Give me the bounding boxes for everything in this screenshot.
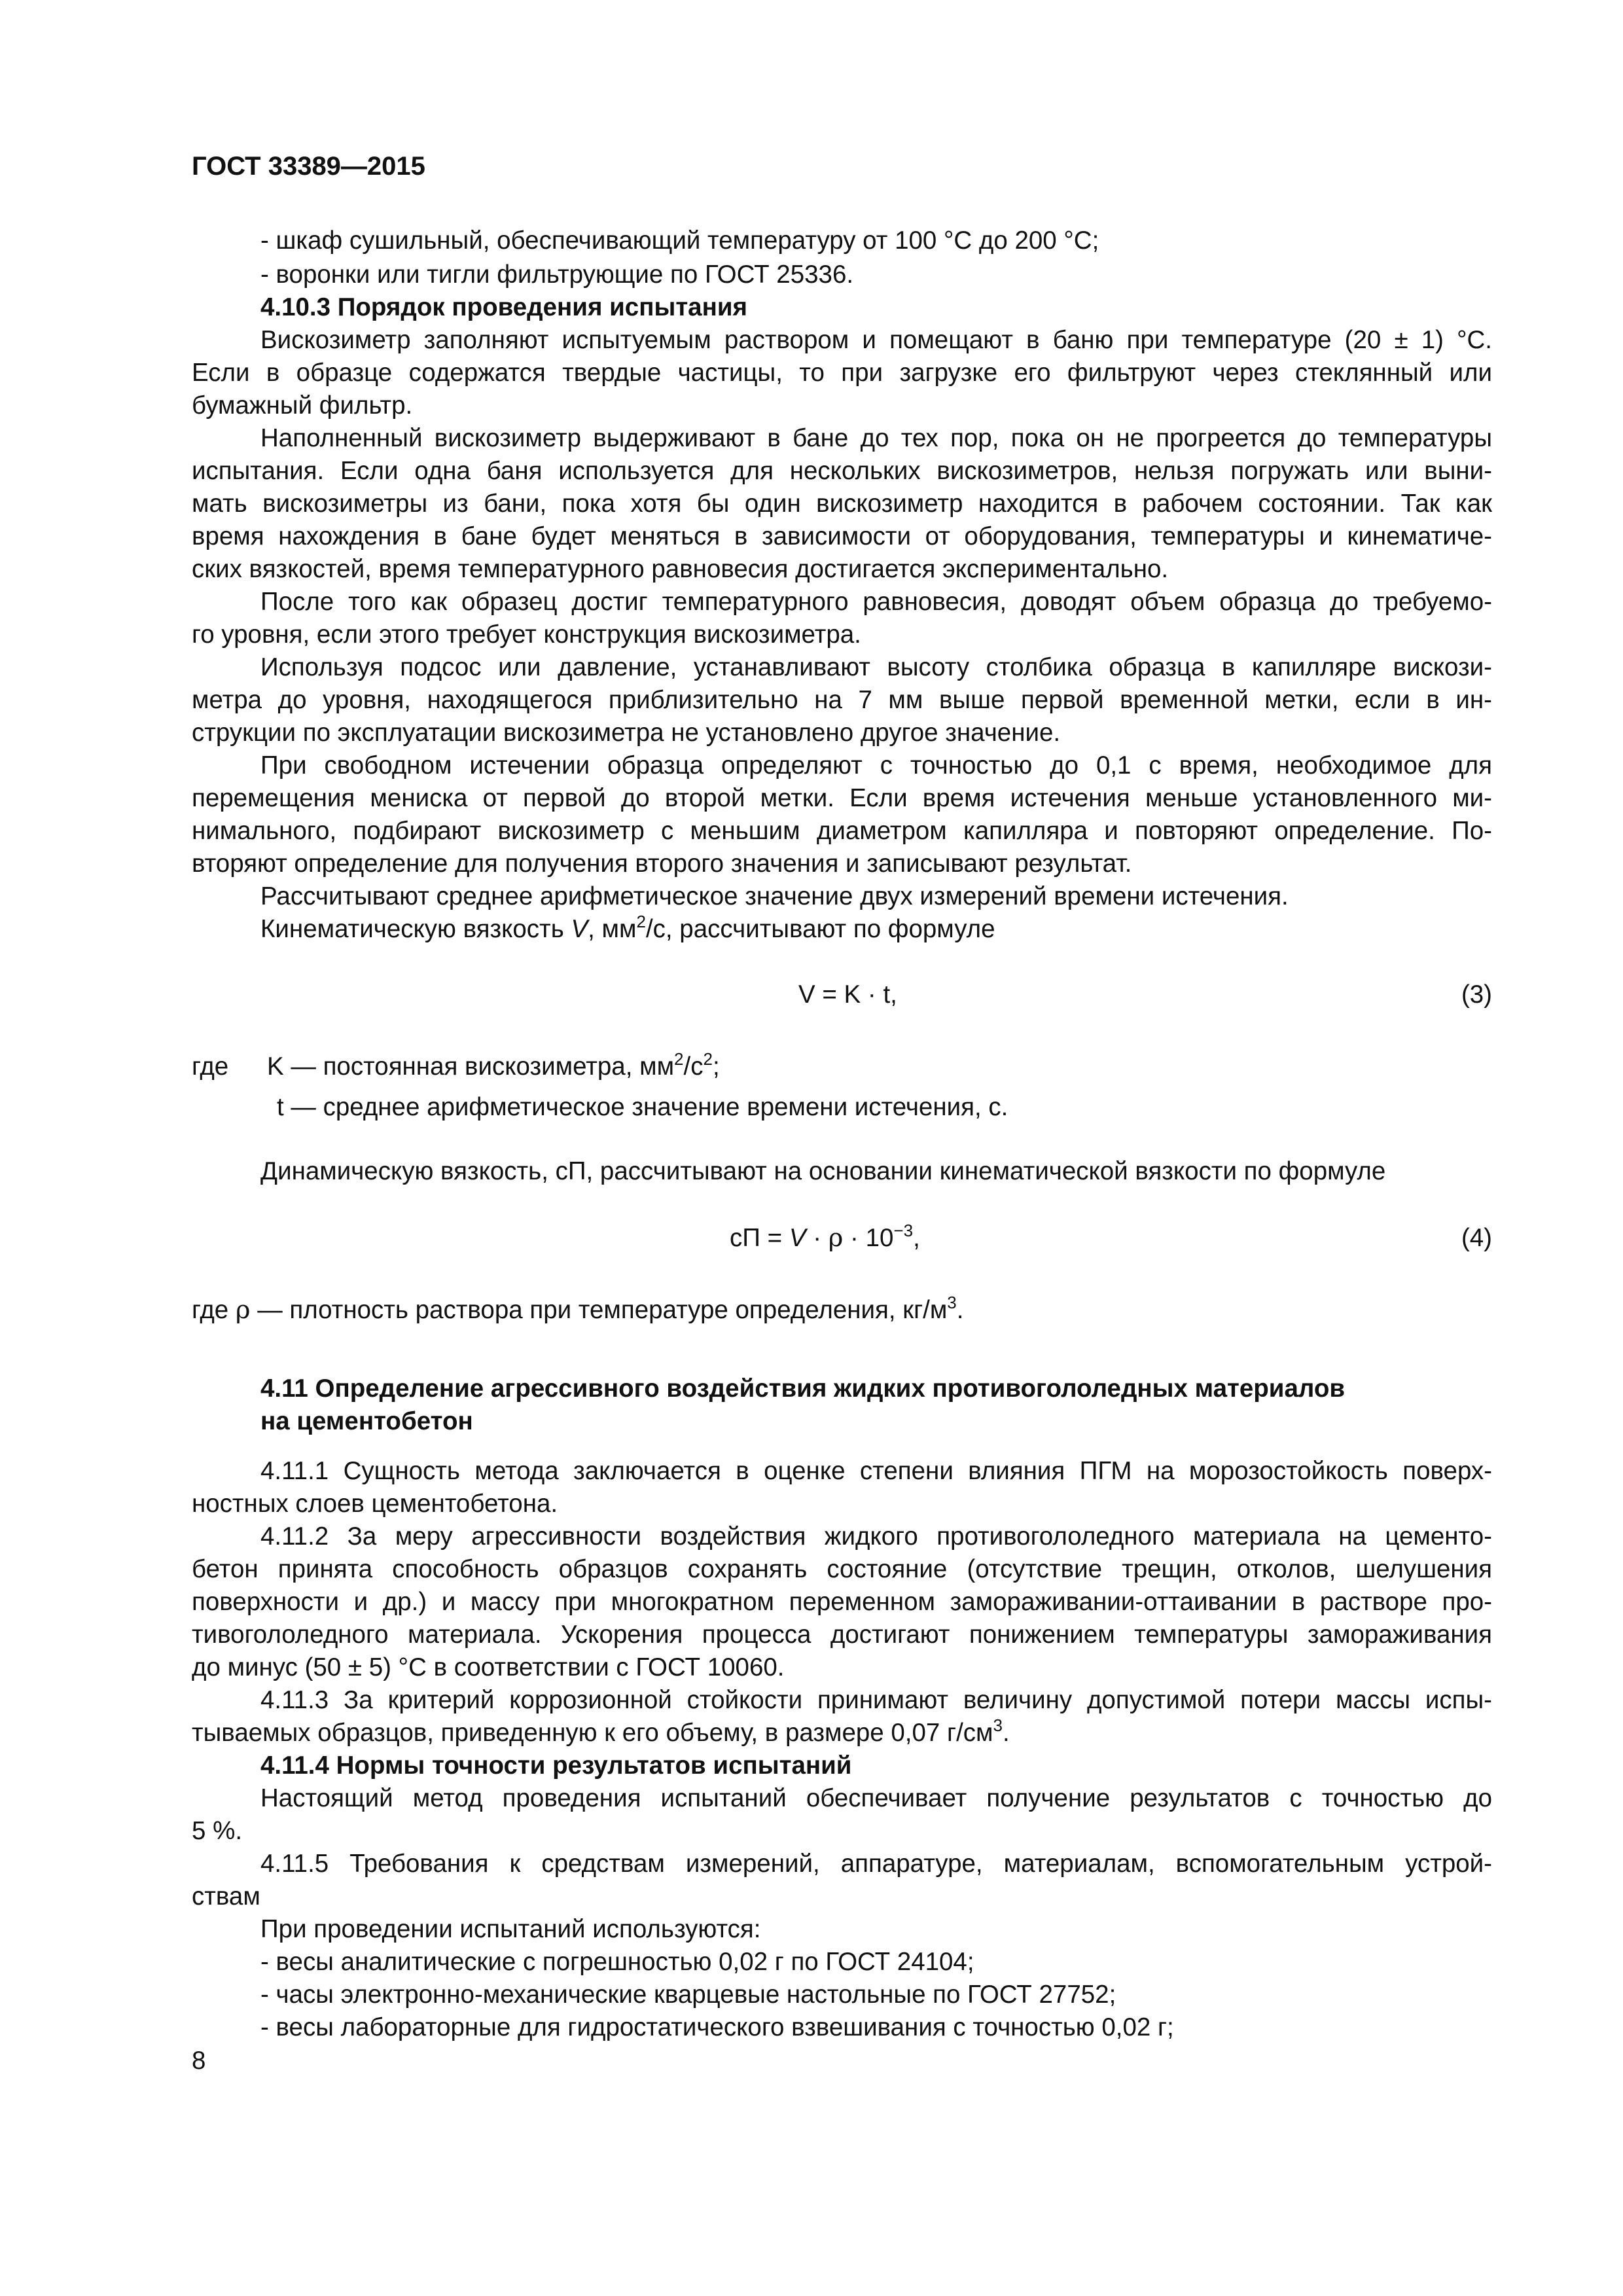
paragraph-line: После того как образец достиг температурного равновесия, доводят объем образца до требуемо-: [260, 588, 1492, 616]
formula-3: V = K · t,: [798, 980, 897, 1009]
section-heading: 4.11 Определение агрессивного воздействия жидких противогололедных материалов: [260, 1374, 1346, 1403]
list-item: - весы лабораторные для гидростатического взвешивания с точностью 0,02 г;: [260, 2013, 1174, 2041]
paragraph-line: Если в образце содержатся твердые частицы, то при загрузке его фильтруют через стеклянный или: [192, 359, 1492, 387]
list-item: - шкаф сушильный, обеспечивающий температуру от 100 °С до 200 °С;: [260, 226, 1099, 255]
paragraph-line: нимального, подбирают вискозиметр с меньшим диаметром капилляра и повторяют определение. По-: [192, 817, 1492, 845]
section-heading: 4.10.3 Порядок проведения испытания: [260, 293, 747, 321]
variable-definition: K — постоянная вискозиметра, $мм^2/с^2$;: [267, 1049, 720, 1081]
variable-definition: t — среднее арифметическое значение времени истечения, с.: [277, 1093, 1008, 1121]
list-item: - часы электронно-механические кварцевые настольные по ГОСТ 27752;: [260, 1981, 1116, 2009]
paragraph-line: Наполненный вискозиметр выдерживают в бане до тех пор, пока он не прогреется до температуры: [260, 424, 1492, 452]
paragraph-line: ских вязкостей, время температурного равновесия достигается экспериментально.: [192, 555, 1169, 583]
paragraph-line: поверхности и др.) и массу при многократном переменном замораживании-оттаивании в растворе про-: [192, 1588, 1492, 1616]
paragraph-line: При проведении испытаний используются:: [260, 1915, 761, 1943]
paragraph-line: тываемых образцов, приведенную к его объему, в размере 0,07 $г/см^3$.: [192, 1715, 1010, 1747]
paragraph-line: Рассчитывают среднее арифметическое значение двух измерений времени истечения.: [260, 882, 1289, 910]
paragraph-line: мать вискозиметры из бани, пока хотя бы один вискозиметр находится в рабочем состоянии. Так как: [192, 490, 1492, 518]
formula-number: (3): [1461, 980, 1492, 1009]
paragraph-line: Динамическую вязкость, сП, рассчитывают на основании кинематической вязкости по формуле: [260, 1157, 1386, 1185]
paragraph-line: Вискозиметр заполняют испытуемым раствором и помещают в баню при температуре (20 ± 1) °С.: [260, 326, 1492, 354]
where-label: где: [192, 1052, 229, 1081]
paragraph-line: ностных слоев цементобетона.: [192, 1490, 558, 1518]
paragraph-line: вторяют определение для получения второго значения и записывают результат.: [192, 850, 1132, 878]
standard-code-header: ГОСТ 33389—2015: [192, 152, 425, 181]
paragraph-line: метра до уровня, находящегося приблизительно на 7 мм выше первой временной метки, если в ин-: [192, 686, 1492, 714]
paragraph-line: тивогололедного материала. Ускорения процесса достигают понижением температуры замораживания: [192, 1621, 1492, 1649]
paragraph-line: струкции по эксплуатации вискозиметра не установлено другое значение.: [192, 719, 1061, 747]
paragraph-line: бумажный фильтр.: [192, 391, 413, 420]
paragraph-line: ствам: [192, 1882, 260, 1910]
formula-4: сП = $V \cdot \rho \cdot 10^{-3}$,: [730, 1221, 920, 1253]
section-heading: 4.11.4 Нормы точности результатов испытаний: [260, 1751, 852, 1780]
paragraph-line: перемещения мениска от первой до второй метки. Если время истечения меньше установленного ми-: [192, 784, 1492, 812]
paragraph-line: до минус (50 ± 5) °С в соответствии с ГОСТ 10060.: [192, 1653, 785, 1681]
section-heading: на цементобетон: [260, 1407, 473, 1435]
paragraph-line: Используя подсос или давление, устанавливают высоту столбика образца в капилляре вискози-: [260, 653, 1492, 681]
paragraph-line: 4.11.5 Требования к средствам измерений, аппаратуре, материалам, вспомогательным устрой-: [260, 1850, 1492, 1878]
paragraph-line: Кинематическую вязкость V, $мм^2/с$, рассчитывают по формуле: [260, 912, 995, 943]
paragraph-line: 5 %.: [192, 1817, 243, 1845]
paragraph-line: го уровня, если этого требует конструкция вискозиметра.: [192, 620, 861, 649]
paragraph-line: время нахождения в бане будет меняться в зависимости от оборудования, температуры и кинематиче-: [192, 522, 1492, 550]
paragraph-line: бетон принята способность образцов сохранять состояние (отсутствие трещин, отколов, шелушения: [192, 1555, 1492, 1583]
paragraph-line: 4.11.1 Сущность метода заключается в оценке степени влияния ПГМ на морозостойкость поверх-: [260, 1457, 1492, 1485]
paragraph-line: испытания. Если одна баня используется для нескольких вискозиметров, нельзя погружать или выни-: [192, 457, 1492, 485]
paragraph-line: Настоящий метод проведения испытаний обеспечивает получение результатов с точностью до: [260, 1784, 1492, 1812]
page-number: 8: [192, 2047, 206, 2075]
list-item: - весы аналитические с погрешностью 0,02 г по ГОСТ 24104;: [260, 1948, 974, 1976]
formula-number: (4): [1461, 1224, 1492, 1252]
variable-definition: где ρ — плотность раствора при температуре определения, $кг/м^3$.: [192, 1293, 964, 1325]
paragraph-line: 4.11.3 За критерий коррозионной стойкости принимают величину допустимой потери массы испы-: [260, 1686, 1492, 1714]
paragraph-line: При свободном истечении образца определяют с точностью до 0,1 с время, необходимое для: [260, 751, 1492, 780]
paragraph-line: 4.11.2 За меру агрессивности воздействия жидкого противогололедного материала на цементо-: [260, 1522, 1492, 1551]
list-item: - воронки или тигли фильтрующие по ГОСТ 25336.: [260, 260, 854, 289]
